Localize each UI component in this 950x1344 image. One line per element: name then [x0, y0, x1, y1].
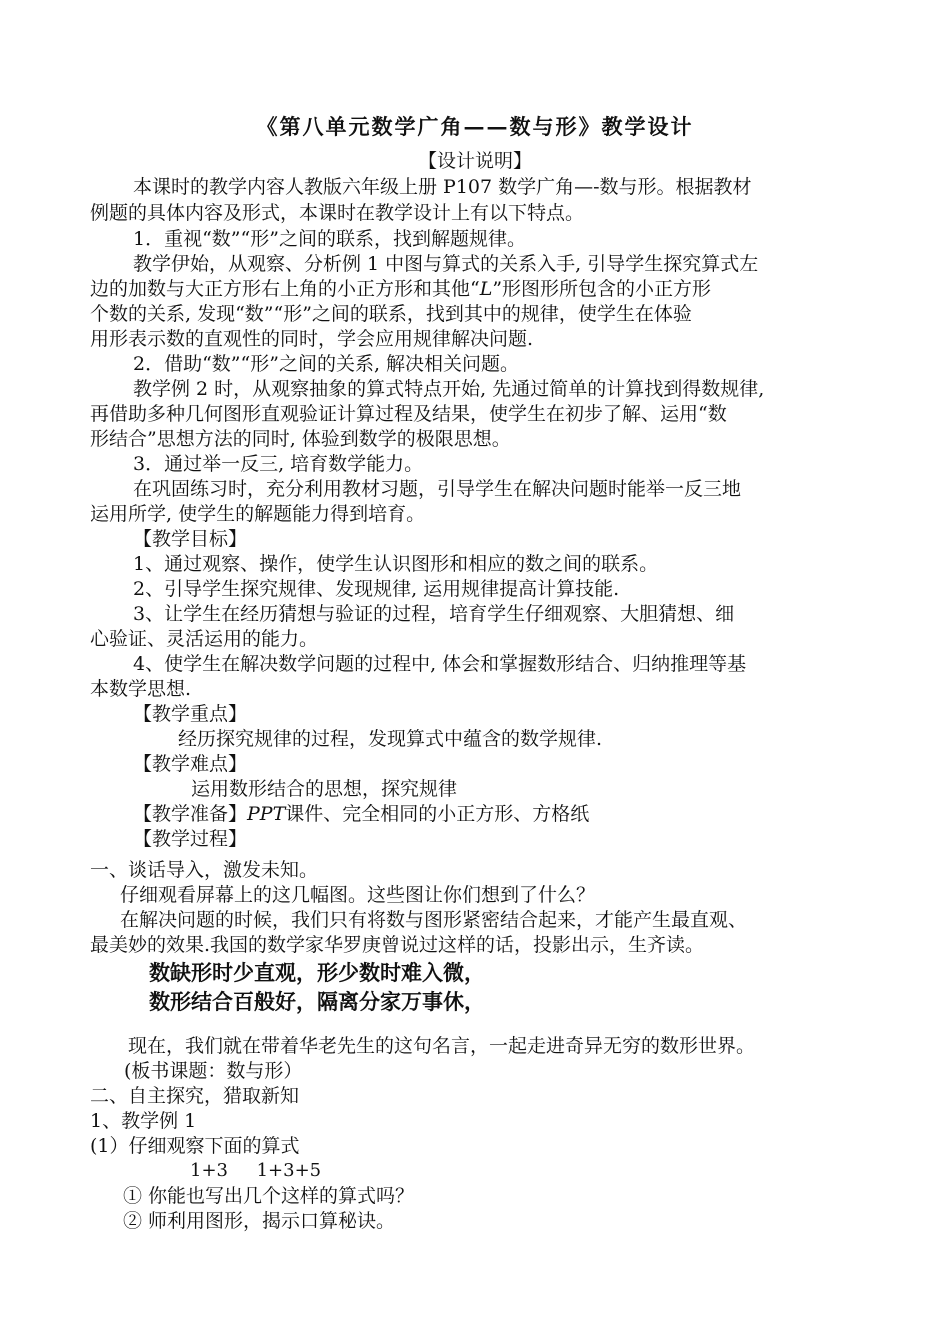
part1-line-3: 最美妙的效果.我国的数学家华罗庚曾说过这样的话，投影出示，生齐读。: [90, 934, 705, 956]
point3-line-2: 运用所学, 使学生的解题能力得到培育。: [90, 503, 426, 525]
point2-line-2: 再借助多种几何图形直观验证计算过程及结果，使学生在初步了解、运用“数: [90, 403, 727, 425]
point1-line-1: 教学伊始，从观察、分析例 1 中图与算式的关系入手, 引导学生探究算式左: [133, 253, 759, 275]
preparation-text: 课件、完全相同的小正方形、方格纸: [285, 803, 590, 825]
ppt-label: PPT: [247, 803, 286, 825]
key-point-heading: 【教学重点】: [133, 703, 248, 725]
objective-2: 2、引导学生探究规律、发现规律, 运用规律提高计算技能.: [133, 578, 620, 600]
question-2: ② 师利用图形，揭示口算秘诀。: [123, 1210, 396, 1232]
point1-line-4: 用形表示数的直观性的同时，学会应用规律解决问题.: [90, 328, 534, 350]
preparation-line: [133, 801, 589, 827]
preparation-heading: 【教学准备】: [133, 803, 248, 825]
point3-line-1: 在巩固练习时，充分利用教材习题，引导学生在解决问题时能举一反三地: [133, 478, 742, 500]
point3-title: 3．通过举一反三, 培育数学能力。: [133, 453, 424, 475]
objectives-heading: 【教学目标】: [133, 528, 248, 550]
part2-title: 二、自主探究，猎取新知: [90, 1085, 300, 1107]
objective-3-cont: 心验证、灵活运用的能力。: [90, 628, 319, 650]
design-note-heading: 【设计说明】: [417, 150, 532, 172]
difficulty-text: 运用数形结合的思想，探究规律: [191, 778, 458, 800]
point1-line-2: [90, 276, 711, 302]
part1-line-1: 仔细观看屏幕上的这几幅图。这些图让你们想到了什么？: [120, 884, 596, 906]
objective-3: 3、让学生在经历猜想与验证的过程，培育学生仔细观察、大胆猜想、细: [133, 603, 735, 625]
part1-line-2: 在解决问题的时候，我们只有将数与图形紧密结合起来，才能产生最直观、: [120, 909, 748, 931]
point1-title: 1．重视“数”“形”之间的联系，找到解题规律。: [133, 228, 526, 250]
point2-line-1: 教学例 2 时，从观察抽象的算式特点开始, 先通过简单的计算找到得数规律,: [133, 378, 765, 400]
intro-line-1: 本课时的教学内容人教版六年级上册 P107 数学广角—-数与形。根据教材: [133, 176, 752, 198]
part1-title: 一、谈话导入，激发未知。: [90, 859, 319, 881]
process-heading: 【教学过程】: [133, 828, 248, 850]
objective-4-cont: 本数学思想.: [90, 678, 192, 700]
poem-line-1: 数缺形时少直观，形少数时难入微，: [149, 960, 485, 985]
difficulty-heading: 【教学难点】: [133, 753, 248, 775]
example1-title: 1、教学例 1: [90, 1110, 197, 1132]
document-title: 《第八单元数学广角——数与形》教学设计: [256, 114, 694, 139]
question-1: ① 你能也写出几个这样的算式吗？: [123, 1185, 415, 1207]
step1-title: (1）仔细观察下面的算式: [90, 1135, 300, 1157]
point2-line-3: 形结合”思想方法的同时, 体验到数学的极限思想。: [90, 428, 511, 450]
after-poem-line: 现在，我们就在带着华老先生的这句名言，一起走进奇异无穷的数形世界。: [128, 1035, 756, 1057]
point2-title: 2．借助“数”“形”之间的关系, 解决相关问题。: [133, 353, 520, 375]
poem-line-2: 数形结合百般好，隔离分家万事休，: [149, 989, 485, 1014]
point1-line-3: 个数的关系, 发现“数”“形”之间的联系，找到其中的规律，使学生在体验: [90, 303, 692, 325]
key-point-text: 经历探究规律的过程，发现算式中蕴含的数学规律.: [178, 728, 603, 750]
l-shape-label: L: [479, 278, 493, 300]
objective-4: 4、使学生在解决数学问题的过程中, 体会和掌握数形结合、归纳推理等基: [133, 653, 747, 675]
objective-1: 1、通过观察、操作，使学生认识图形和相应的数之间的联系。: [133, 553, 659, 575]
formula-examples: 1+3 1+3+5: [190, 1160, 322, 1181]
point1-line-2a: 边的加数与大正方形右上角的小正方形和其他“: [90, 278, 480, 300]
point1-line-2b: ”形图形所包含的小正方形: [492, 278, 712, 300]
intro-line-2: 例题的具体内容及形式，本课时在教学设计上有以下特点。: [90, 202, 585, 224]
board-title: (板书课题：数与形）: [124, 1060, 303, 1082]
